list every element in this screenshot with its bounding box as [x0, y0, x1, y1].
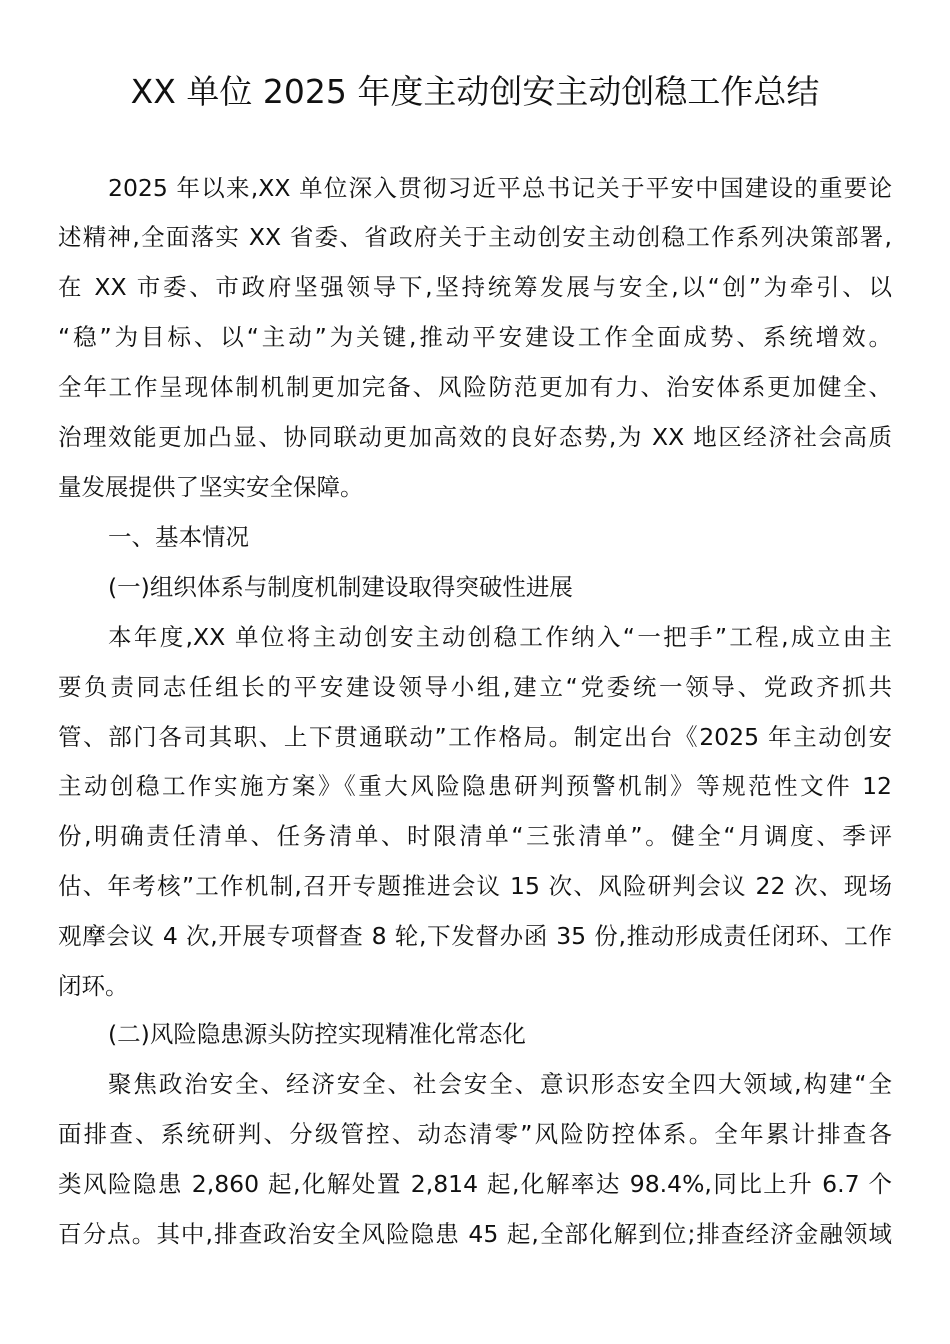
paragraph-line: “稳”为目标、以“主动”为关键,推动平安建设工作全面成势、系统增效。	[58, 323, 892, 351]
paragraph-line: 量发展提供了坚实安全保障。	[58, 473, 364, 501]
paragraph-line: 管、部门各司其职、上下贯通联动”工作格局。制定出台《2025 年主动创安	[58, 723, 892, 751]
paragraph-line: 本年度,XX 单位将主动创安主动创稳工作纳入“一把手”工程,成立由主	[108, 623, 892, 651]
paragraph-line: 份,明确责任清单、任务清单、时限清单“三张清单”。健全“月调度、季评	[58, 822, 892, 850]
paragraph-line: 面排查、系统研判、分级管控、动态清零”风险防控体系。全年累计排查各	[58, 1120, 892, 1148]
paragraph-line: 观摩会议 4 次,开展专项督查 8 轮,下发督办函 35 份,推动形成责任闭环、工作	[58, 922, 892, 950]
paragraph-line: 主动创稳工作实施方案》《重大风险隐患研判预警机制》等规范性文件 12	[58, 772, 892, 800]
paragraph-line: 述精神,全面落实 XX 省委、省政府关于主动创安主动创稳工作系列决策部署,	[58, 223, 892, 251]
document-title: XX 单位 2025 年度主动创安主动创稳工作总结	[130, 72, 820, 111]
paragraph-line: 估、年考核”工作机制,召开专题推进会议 15 次、风险研判会议 22 次、现场	[58, 872, 892, 900]
paragraph-line: 全年工作呈现体制机制更加完备、风险防范更加有力、治安体系更加健全、	[58, 373, 892, 401]
paragraph-line: 百分点。其中,排查政治安全风险隐患 45 起,全部化解到位;排查经济金融领域	[58, 1220, 892, 1248]
paragraph-line: 2025 年以来,XX 单位深入贯彻习近平总书记关于平安中国建设的重要论	[108, 174, 892, 202]
paragraph-line: (二)风险隐患源头防控实现精准化常态化	[108, 1020, 526, 1048]
paragraph-line: 类风险隐患 2,860 起,化解处置 2,814 起,化解率达 98.4%,同比上升 6.7 个	[58, 1170, 892, 1198]
paragraph-line: 治理效能更加凸显、协同联动更加高效的良好态势,为 XX 地区经济社会高质	[58, 423, 892, 451]
paragraph-line: 在 XX 市委、市政府坚强领导下,坚持统筹发展与安全,以“创”为牵引、以	[58, 273, 892, 301]
paragraph-line: 闭环。	[58, 972, 129, 1000]
paragraph-line: 要负责同志任组长的平安建设领导小组,建立“党委统一领导、党政齐抓共	[58, 673, 892, 701]
paragraph-line: 一、基本情况	[108, 523, 249, 551]
paragraph-line: (一)组织体系与制度机制建设取得突破性进展	[108, 573, 573, 601]
paragraph-line: 聚焦政治安全、经济安全、社会安全、意识形态安全四大领域,构建“全	[108, 1070, 892, 1098]
